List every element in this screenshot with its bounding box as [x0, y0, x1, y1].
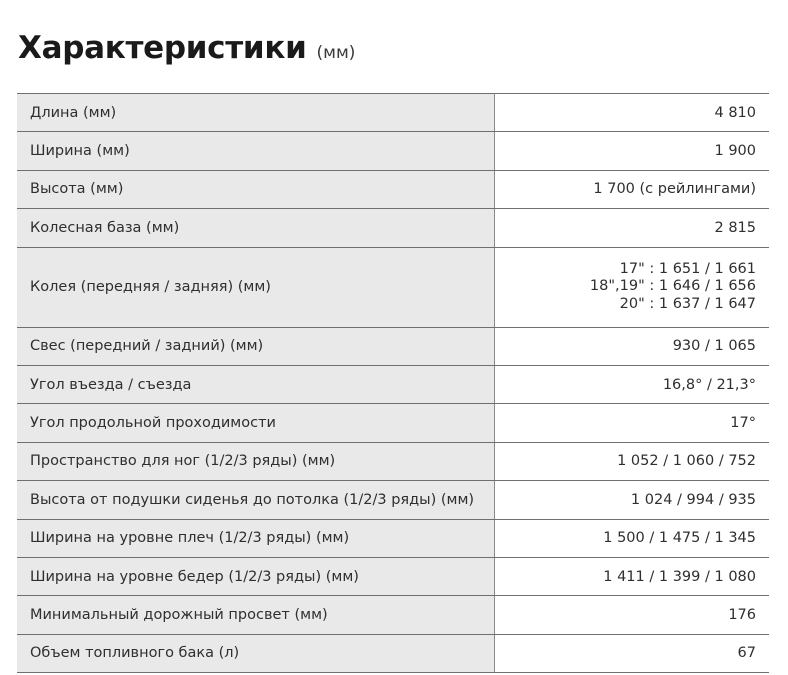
spec-value: 4 810	[494, 94, 769, 132]
spec-row-legroom	[17, 442, 769, 480]
page-header	[18, 30, 355, 80]
spec-value-line: 17" : 1 651 / 1 661	[619, 260, 756, 277]
spec-value: 1 700 (с рейлингами)	[494, 170, 769, 208]
specs-table	[17, 93, 769, 673]
spec-value: 1 024 / 994 / 935	[494, 481, 769, 519]
spec-value: 1 900	[494, 132, 769, 170]
spec-value: 17°	[494, 404, 769, 442]
spec-label: Пространство для ног (1/2/3 ряды) (мм)	[17, 442, 494, 480]
spec-value: 67	[494, 634, 769, 672]
spec-value: 16,8° / 21,3°	[494, 365, 769, 403]
spec-value: 930 / 1 065	[494, 327, 769, 365]
spec-row-shoulder-room	[17, 519, 769, 557]
spec-label: Минимальный дорожный просвет (мм)	[17, 596, 494, 634]
spec-value-line: 20" : 1 637 / 1 647	[619, 295, 756, 312]
spec-row-height	[17, 170, 769, 208]
spec-value-multiline	[494, 247, 769, 327]
spec-value: 176	[494, 596, 769, 634]
page-title: Характеристики	[18, 30, 307, 66]
spec-row-headroom	[17, 481, 769, 519]
spec-value: 1 500 / 1 475 / 1 345	[494, 519, 769, 557]
title-unit: (мм)	[316, 43, 356, 63]
spec-row-ground-clearance	[17, 596, 769, 634]
spec-label: Высота (мм)	[17, 170, 494, 208]
spec-label: Колея (передняя / задняя) (мм)	[17, 247, 494, 327]
spec-label: Угол въезда / съезда	[17, 365, 494, 403]
spec-row-length	[17, 94, 769, 132]
spec-row-wheelbase	[17, 209, 769, 247]
spec-row-approach-departure	[17, 365, 769, 403]
spec-value: 2 815	[494, 209, 769, 247]
spec-label: Ширина на уровне бедер (1/2/3 ряды) (мм)	[17, 557, 494, 595]
spec-value-line: 18",19" : 1 646 / 1 656	[589, 278, 756, 295]
spec-row-overhang	[17, 327, 769, 365]
spec-label: Объем топливного бака (л)	[17, 634, 494, 672]
spec-label: Ширина (мм)	[17, 132, 494, 170]
spec-row-hip-room	[17, 557, 769, 595]
spec-row-width	[17, 132, 769, 170]
spec-value: 1 411 / 1 399 / 1 080	[494, 557, 769, 595]
spec-value: 1 052 / 1 060 / 752	[494, 442, 769, 480]
spec-label: Колесная база (мм)	[17, 209, 494, 247]
spec-label: Длина (мм)	[17, 94, 494, 132]
spec-row-track	[17, 247, 769, 327]
spec-label: Высота от подушки сиденья до потолка (1/2/3 ряды) (мм)	[17, 481, 494, 519]
spec-label: Угол продольной проходимости	[17, 404, 494, 442]
spec-label: Свес (передний / задний) (мм)	[17, 327, 494, 365]
spec-row-fuel-tank	[17, 634, 769, 672]
spec-label: Ширина на уровне плеч (1/2/3 ряды) (мм)	[17, 519, 494, 557]
spec-row-breakover	[17, 404, 769, 442]
